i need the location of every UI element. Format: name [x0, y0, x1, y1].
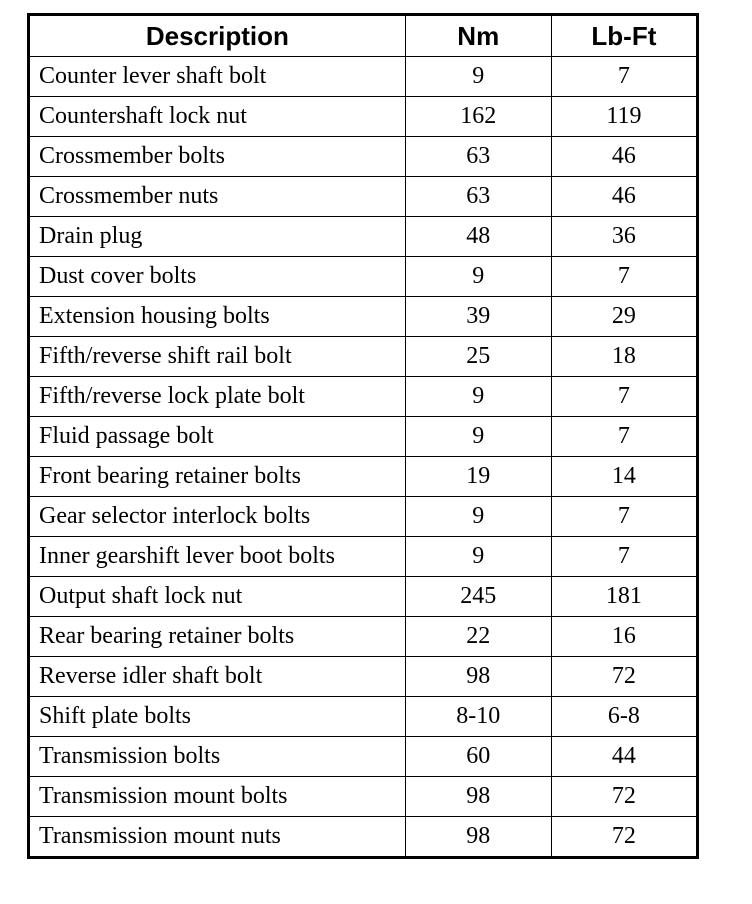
lbft-cell: 46 [551, 137, 697, 177]
description-cell: Counter lever shaft bolt [29, 57, 406, 97]
table-row [29, 777, 698, 817]
nm-cell: 9 [405, 377, 551, 417]
table-row [29, 457, 698, 497]
lbft-cell: 181 [551, 577, 697, 617]
table-row [29, 577, 698, 617]
nm-cell: 98 [405, 657, 551, 697]
nm-cell: 60 [405, 737, 551, 777]
table-row [29, 217, 698, 257]
lbft-cell: 14 [551, 457, 697, 497]
lbft-cell: 46 [551, 177, 697, 217]
description-cell: Fifth/reverse shift rail bolt [29, 337, 406, 377]
description-cell: Rear bearing retainer bolts [29, 617, 406, 657]
lbft-cell: 44 [551, 737, 697, 777]
torque-spec-table [27, 13, 699, 859]
nm-cell: 9 [405, 497, 551, 537]
lbft-cell: 18 [551, 337, 697, 377]
description-cell: Extension housing bolts [29, 297, 406, 337]
lbft-cell: 119 [551, 97, 697, 137]
nm-cell: 9 [405, 257, 551, 297]
lbft-cell: 7 [551, 497, 697, 537]
lbft-cell: 72 [551, 777, 697, 817]
table-row [29, 697, 698, 737]
description-cell: Countershaft lock nut [29, 97, 406, 137]
header-lbft: Lb-Ft [551, 15, 697, 57]
table-row [29, 297, 698, 337]
table-row [29, 417, 698, 457]
description-cell: Output shaft lock nut [29, 577, 406, 617]
table-row [29, 817, 698, 858]
description-cell: Crossmember nuts [29, 177, 406, 217]
description-cell: Fluid passage bolt [29, 417, 406, 457]
lbft-cell: 7 [551, 417, 697, 457]
lbft-cell: 29 [551, 297, 697, 337]
lbft-cell: 6-8 [551, 697, 697, 737]
nm-cell: 98 [405, 817, 551, 858]
nm-cell: 63 [405, 137, 551, 177]
lbft-cell: 72 [551, 657, 697, 697]
header-row [29, 15, 698, 57]
table-row [29, 737, 698, 777]
header-description: Description [29, 15, 406, 57]
description-cell: Dust cover bolts [29, 257, 406, 297]
nm-cell: 48 [405, 217, 551, 257]
table-row [29, 137, 698, 177]
nm-cell: 8-10 [405, 697, 551, 737]
description-cell: Inner gearshift lever boot bolts [29, 537, 406, 577]
description-cell: Front bearing retainer bolts [29, 457, 406, 497]
nm-cell: 25 [405, 337, 551, 377]
lbft-cell: 16 [551, 617, 697, 657]
table-row [29, 337, 698, 377]
table-row [29, 57, 698, 97]
nm-cell: 9 [405, 57, 551, 97]
table-row [29, 257, 698, 297]
lbft-cell: 7 [551, 57, 697, 97]
nm-cell: 9 [405, 417, 551, 457]
nm-cell: 19 [405, 457, 551, 497]
description-cell: Crossmember bolts [29, 137, 406, 177]
lbft-cell: 7 [551, 257, 697, 297]
nm-cell: 39 [405, 297, 551, 337]
nm-cell: 63 [405, 177, 551, 217]
description-cell: Transmission mount nuts [29, 817, 406, 858]
header-nm: Nm [405, 15, 551, 57]
table-body [29, 57, 698, 858]
lbft-cell: 7 [551, 377, 697, 417]
nm-cell: 9 [405, 537, 551, 577]
table-row [29, 617, 698, 657]
table-row [29, 377, 698, 417]
description-cell: Reverse idler shaft bolt [29, 657, 406, 697]
nm-cell: 22 [405, 617, 551, 657]
lbft-cell: 72 [551, 817, 697, 858]
lbft-cell: 36 [551, 217, 697, 257]
description-cell: Transmission bolts [29, 737, 406, 777]
description-cell: Transmission mount bolts [29, 777, 406, 817]
table-row [29, 657, 698, 697]
description-cell: Gear selector interlock bolts [29, 497, 406, 537]
nm-cell: 162 [405, 97, 551, 137]
table-row [29, 177, 698, 217]
table-row [29, 537, 698, 577]
nm-cell: 245 [405, 577, 551, 617]
lbft-cell: 7 [551, 537, 697, 577]
table-row [29, 497, 698, 537]
description-cell: Shift plate bolts [29, 697, 406, 737]
table-row [29, 97, 698, 137]
description-cell: Drain plug [29, 217, 406, 257]
nm-cell: 98 [405, 777, 551, 817]
description-cell: Fifth/reverse lock plate bolt [29, 377, 406, 417]
